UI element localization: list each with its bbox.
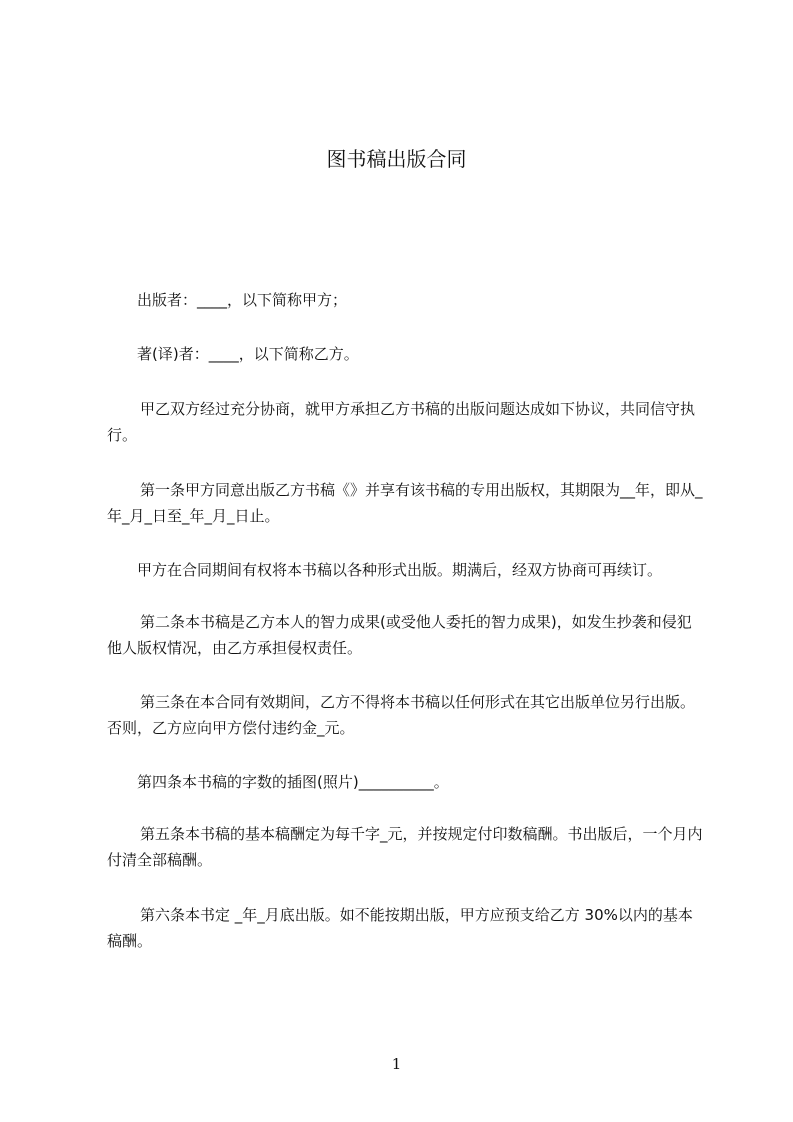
document-title: 图书稿出版合同 — [326, 147, 467, 171]
paragraph-article-6: 第六条本书定 _年_月底出版。如不能按期出版，甲方应预支给乙方 30%以内的基本稿酬。 — [107, 906, 693, 950]
paragraph-preamble: 甲乙双方经过充分协商，就甲方承担乙方书稿的出版问题达成如下协议，共同信守执行。 — [107, 400, 696, 444]
paragraph-article-2: 第二条本书稿是乙方本人的智力成果(或受他人委托的智力成果)，如发生抄袭和侵犯他人版权情况，由乙方承担侵权责任。 — [107, 613, 692, 657]
paragraph-article-5: 第五条本书稿的基本稿酬定为每千字_元，并按规定付印数稿酬。书出版后，一个月内付清全部稿酬。 — [107, 825, 703, 869]
paragraph-article-3: 第三条在本合同有效期间，乙方不得将本书稿以任何形式在其它出版单位另行出版。否则，乙方应向甲方偿付违约金_元。 — [107, 693, 696, 737]
paragraph-article-1: 第一条甲方同意出版乙方书稿《》并享有该书稿的专用出版权，其期限为__年，即从_年_月_日至_年_月_日止。 — [107, 481, 703, 525]
paragraph-author: 著(译)者：____，以下简称乙方。 — [137, 345, 359, 363]
paragraph-publisher: 出版者：____，以下简称甲方； — [137, 291, 348, 309]
page-number: 1 — [391, 1055, 402, 1073]
paragraph-renewal: 甲方在合同期间有权将本书稿以各种形式出版。期满后，经双方协商可再续订。 — [137, 561, 663, 579]
paragraph-article-4: 第四条本书稿的字数的插图(照片)__________。 — [137, 773, 449, 791]
